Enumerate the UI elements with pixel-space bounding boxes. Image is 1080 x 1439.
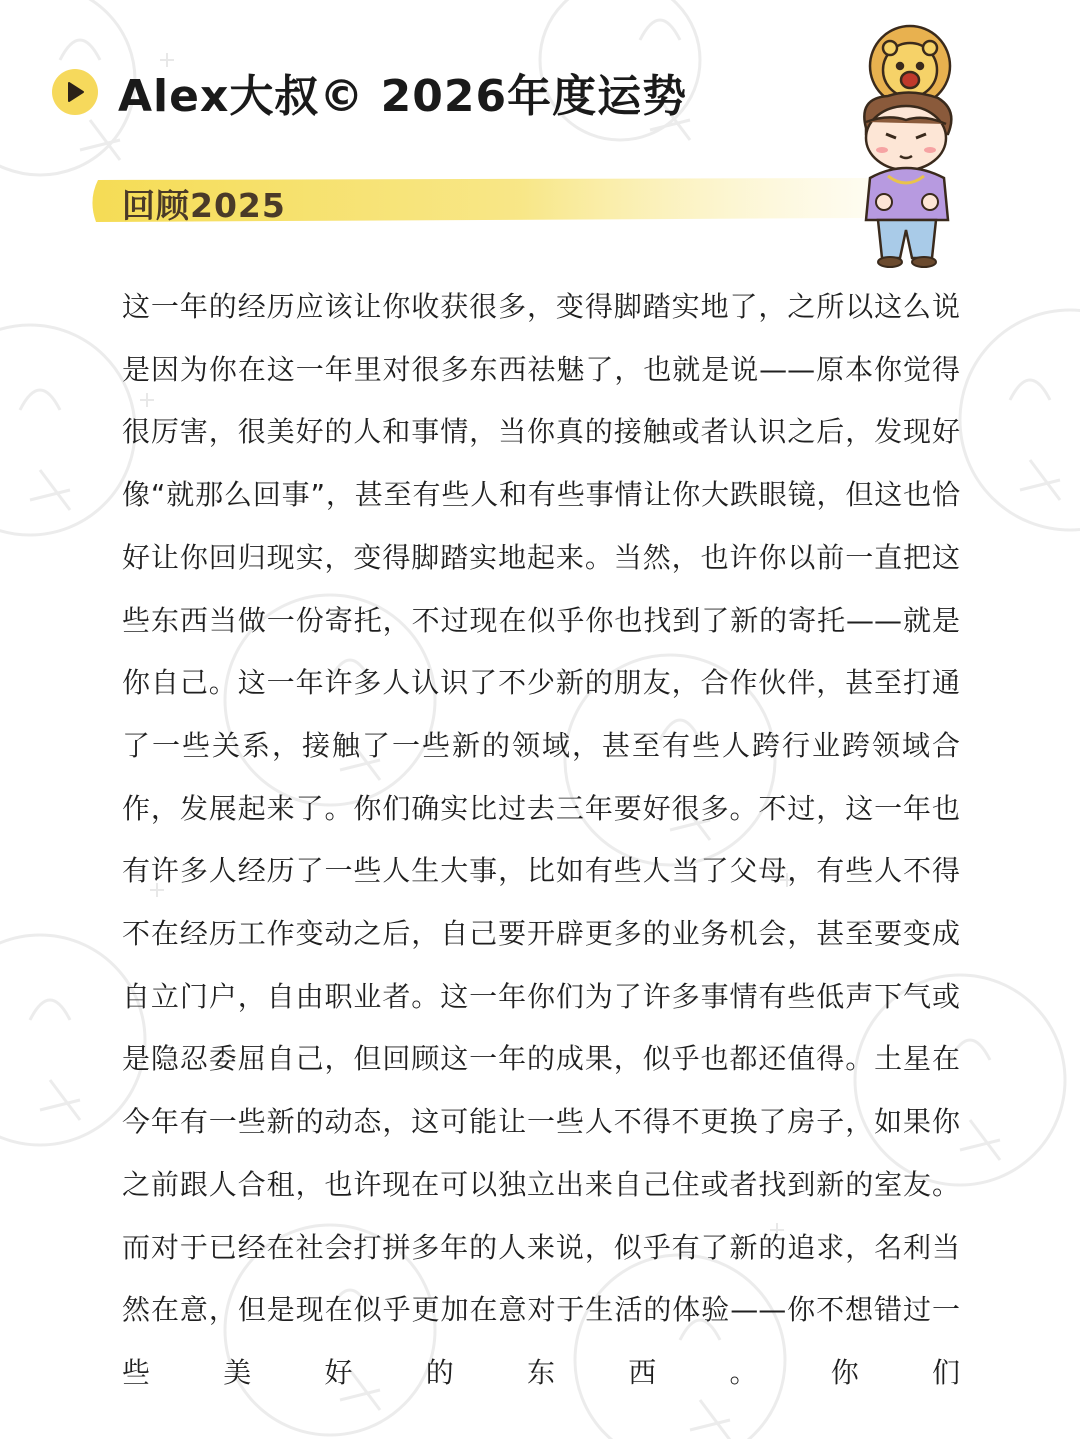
play-icon xyxy=(64,81,86,103)
page-header xyxy=(52,60,687,124)
section-header xyxy=(84,166,884,234)
page-title: Alex大叔© 2026年度运势 xyxy=(118,71,688,122)
play-badge xyxy=(52,69,98,115)
mascot-boy-with-lion-illustration xyxy=(848,18,966,270)
body-paragraph: 这一年的经历应该让你收获很多，变得脚踏实地了，之所以这么说是因为你在这一年里对很多东西祛魅了，也就是说——原本你觉得很厉害，很美好的人和事情，当你真的接触或者认识之后，发现好像“就那么回事”，甚至有些人和有些事情让你大跌眼镜，但这也恰好让你回归现实，变得脚踏实地起来。当然，也许你以前一直把这些东西当做一份寄托，不过现在似乎你也找到了新的寄托——就是你自己。这一年许多人认识了不少新的朋友，合作伙伴，甚至打通了一些关系，接触了一些新的领域，甚至有些人跨行业跨领域合作，发展起来了。你们确实比过去三年要好很多。不过，这一年也有许多人经历了一些人生大事，比如有些人当了父母，有些人不得不在经历工作变动之后，自己要开辟更多的业务机会，甚至要变成自立门户，自由职业者。这一年你们为了许多事情有些低声下气或是隐忍委屈自己，但回顾这一年的成果，似乎也都还值得。土星在今年有一些新的动态，这可能让一些人不得不更换了房子，如果你之前跟人合租，也许现在可以独立出来自己住或者找到新的室友。而对于已经在社会打拼多年的人来说，似乎有了新的追求，名利当然在意，但是现在似乎更加在意对于生活的体验——你不想错过一些美好的东西。你们 xyxy=(122,290,960,1389)
section-title: 回顾2025 xyxy=(122,186,286,225)
